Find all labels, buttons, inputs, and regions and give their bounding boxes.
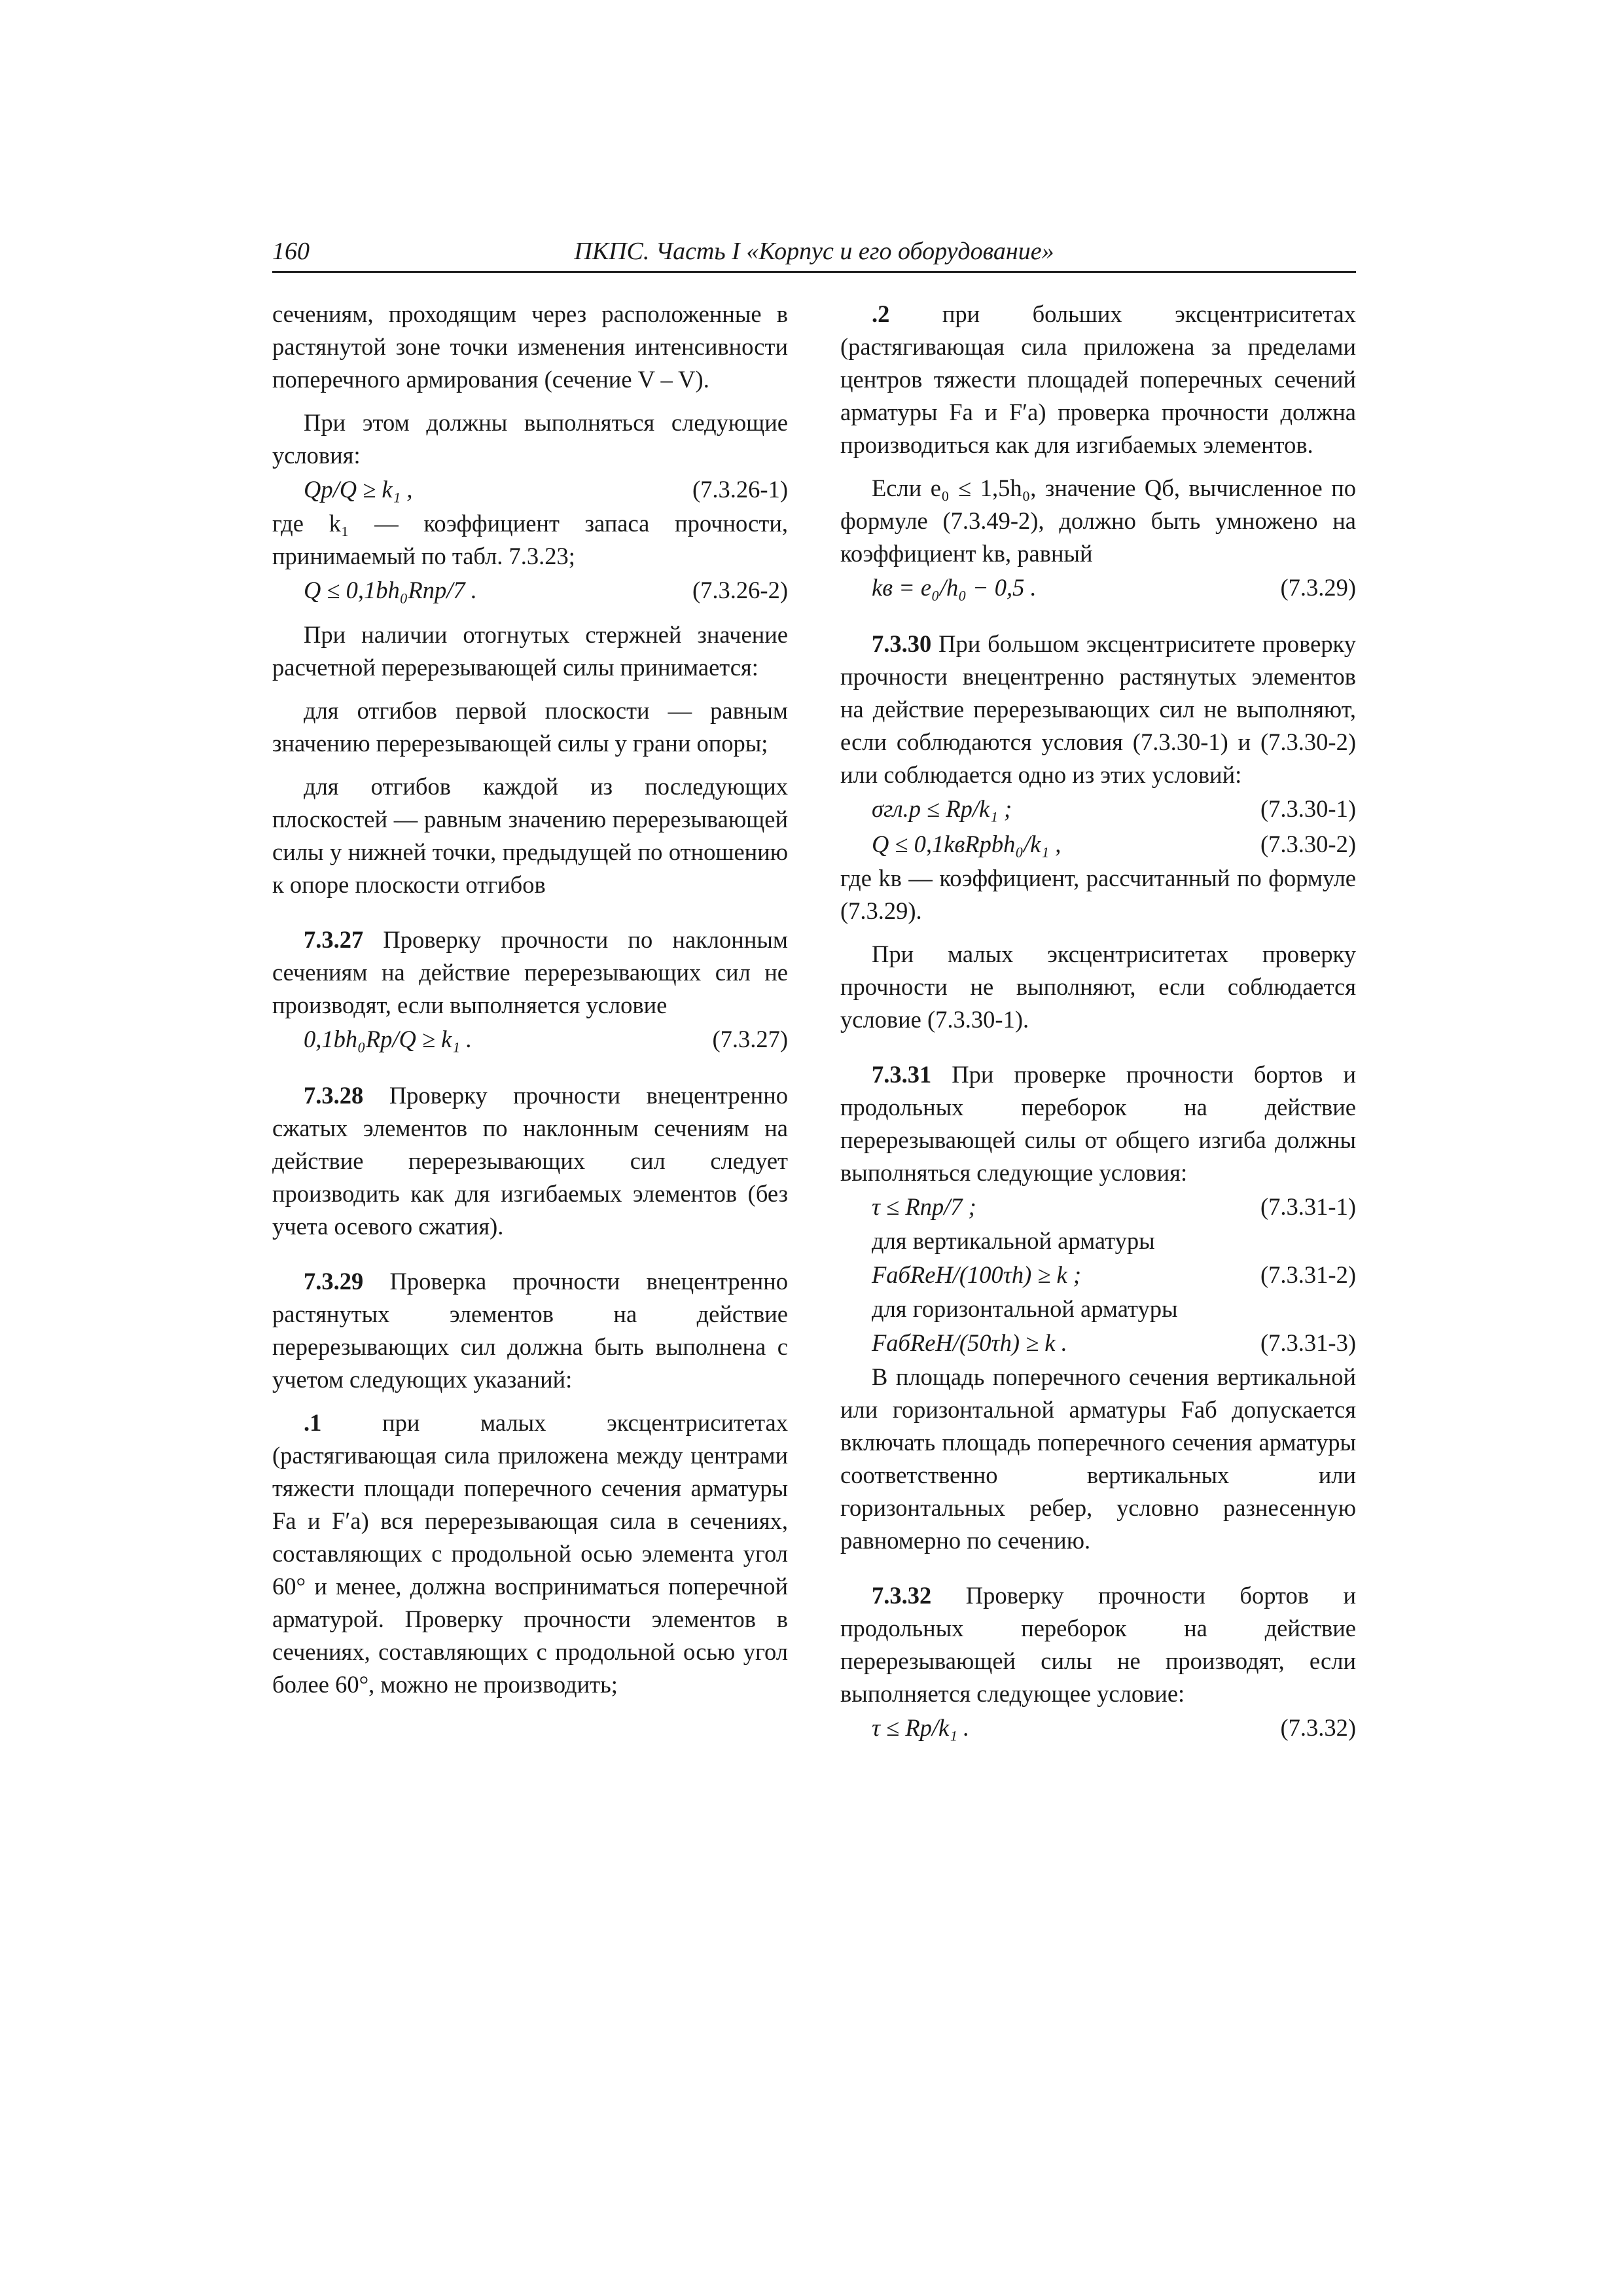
running-title: ПКПС. Часть I «Корпус и его оборудование» (574, 238, 1054, 265)
right-column (840, 298, 1356, 1746)
formula (840, 1325, 1356, 1361)
formula-number: (7.3.32) (1280, 1714, 1356, 1741)
section-7-3-32 (840, 1579, 1356, 1710)
left-column (272, 298, 788, 1701)
section-7-3-28 (272, 1079, 788, 1243)
paragraph: для отгибов первой плоскости — равным значению перерезывающей силы у грани опоры; (272, 697, 788, 757)
section-text: Проверка прочности внецентренно растянутых элементов на действие перерезывающих сил должна быть выполнена с учетом следующих указаний: (272, 1268, 788, 1393)
formula-expression: Qр/Q ≥ k₁ , (304, 476, 413, 503)
running-header (272, 234, 1356, 273)
formula (272, 472, 788, 507)
item-2 (840, 298, 1356, 461)
section-text: При большом эксцентриситете проверку прочности внецентренно растянутых элементов на действие перерезывающих сил не выполняют, если соблюдаются условия (7.3.30-1) и (7.3.30-2) или соблюдается одно из этих условий: (840, 630, 1356, 788)
formula (840, 827, 1356, 862)
item-text: при больших эксцентриситетах (растягивающая сила приложена за пределами центров тяжести площадей поперечных сечений арматуры Fа и F′а) проверка прочности должна производиться как для изгибаемых элементов. (840, 300, 1356, 458)
formula-number: (7.3.31-3) (1260, 1329, 1356, 1356)
paragraph: где k₁ — коэффициент запаса прочности, принимаемый по табл. 7.3.23; (272, 510, 788, 569)
formula (840, 570, 1356, 605)
formula-number: (7.3.27) (712, 1026, 788, 1052)
section-number: 7.3.27 (304, 926, 364, 953)
section-text: Проверку прочности внецентренно сжатых элементов по наклонным сечениям на действие перерезывающих сил следует производить как для изгибаемых элементов (без учета осевого сжатия). (272, 1082, 788, 1240)
paragraph: для вертикальной арматуры (872, 1227, 1155, 1254)
section-text: Проверку прочности бортов и продольных переборок на действие перерезывающей силы не производят, если выполняется следующее условие: (840, 1582, 1356, 1707)
formula (840, 791, 1356, 827)
paragraph: сечениям, проходящим через расположенные в растянутой зоне точки изменения интенсивности поперечного армирования (сечение V – V). (272, 300, 788, 393)
section-number: 7.3.29 (304, 1268, 364, 1295)
paragraph: При малых эксцентриситетах проверку прочности не выполняют, если соблюдается условие (7.3.30-1). (840, 941, 1356, 1033)
paragraph: где kв — коэффициент, рассчитанный по формуле (7.3.29). (840, 865, 1356, 924)
formula-number: (7.3.29) (1280, 574, 1356, 601)
formula-expression: kв = e₀/h₀ − 0,5 . (872, 574, 1037, 601)
section-7-3-30 (840, 628, 1356, 791)
paragraph: В площадь поперечного сечения вертикальной или горизонтальной арматуры Fаб допускается включать площадь поперечного сечения арматуры соответственно вертикальных или горизонтальных ребер, условно разнесенную равномерно по сечению. (840, 1363, 1356, 1554)
formula-expression: τ ≤ Rпр/7 ; (872, 1193, 976, 1220)
paragraph: При этом должны выполняться следующие условия: (272, 409, 788, 469)
section-text: Проверку прочности по наклонным сечениям на действие перерезывающих сил не производят, если выполняется условие (272, 926, 788, 1018)
formula-number: (7.3.31-1) (1260, 1193, 1356, 1220)
item-number: .2 (872, 300, 890, 327)
section-7-3-31 (840, 1058, 1356, 1189)
section-text: При проверке прочности бортов и продольных переборок на действие перерезывающей силы от общего изгиба должны выполняться следующие условия: (840, 1061, 1356, 1186)
section-number: 7.3.31 (872, 1061, 932, 1088)
formula-expression: τ ≤ Rр/k₁ . (872, 1714, 970, 1741)
formula-expression: Q ≤ 0,1bh₀Rпр/7 . (304, 577, 477, 603)
formula-expression: FабReH/(100τh) ≥ k ; (872, 1261, 1082, 1288)
section-7-3-27 (272, 924, 788, 1022)
formula-number: (7.3.26-1) (692, 476, 788, 503)
formula-number: (7.3.26-2) (692, 577, 788, 603)
item-text: при малых эксцентриситетах (растягивающая сила приложена между центрами тяжести площади поперечного сечения арматуры Fа и F′а) вся перерезывающая сила в сечениях, составляющих с продольной осью элемента угол 60° и менее, должна восприниматься поперечной арматурой. Проверку прочности элементов в сечениях, составляющих с продольной осью угол более 60°, можно не производить; (272, 1409, 788, 1698)
formula (840, 1257, 1356, 1293)
formula (840, 1189, 1356, 1225)
formula-expression: Q ≤ 0,1kвRрbh₀/k₁ , (872, 831, 1061, 857)
section-number: 7.3.30 (872, 630, 932, 657)
formula-expression: σгл.р ≤ Rр/k₁ ; (872, 795, 1012, 822)
formula (840, 1710, 1356, 1746)
section-7-3-29 (272, 1265, 788, 1396)
formula-expression: 0,1bh₀Rр/Q ≥ k₁ . (304, 1026, 473, 1052)
formula-number: (7.3.30-1) (1260, 795, 1356, 822)
formula-number: (7.3.31-2) (1260, 1261, 1356, 1288)
item-number: .1 (304, 1409, 322, 1436)
section-number: 7.3.28 (304, 1082, 364, 1109)
paragraph: для горизонтальной арматуры (872, 1295, 1178, 1322)
formula (272, 1022, 788, 1057)
formula (272, 573, 788, 608)
page-number: 160 (272, 238, 310, 265)
paragraph: Если e₀ ≤ 1,5h₀, значение Qб, вычисленное по формуле (7.3.49-2), должно быть умножено на коэффициент kв, равный (840, 475, 1356, 567)
formula-expression: FабReH/(50τh) ≥ k . (872, 1329, 1067, 1356)
paragraph: При наличии отогнутых стержней значение расчетной перерезывающей силы принимается: (272, 621, 788, 681)
item-1 (272, 1407, 788, 1701)
section-number: 7.3.32 (872, 1582, 932, 1609)
formula-number: (7.3.30-2) (1260, 831, 1356, 857)
paragraph: для отгибов каждой из последующих плоскостей — равным значению перерезывающей силы у нижней точки, предыдущей по отношению к опоре плоскости отгибов (272, 773, 788, 898)
